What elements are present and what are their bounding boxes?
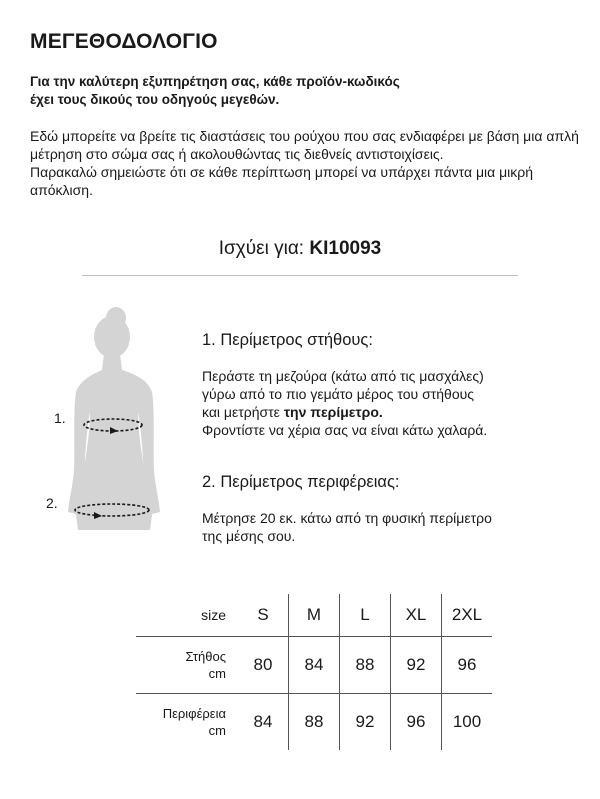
size-header-label: size [136, 594, 238, 637]
row-label-line: Περιφέρεια [162, 706, 226, 721]
applies-label: Ισχύει για: [218, 238, 310, 259]
table-cell: 88 [289, 694, 340, 751]
bust-instruction-line: Φροντίστε να χέρια σας να είναι κάτω χαλαρά. [202, 422, 488, 438]
table-cell: 84 [238, 694, 289, 751]
table-row-hips [136, 694, 492, 751]
table-cell: 92 [340, 694, 391, 751]
size-header-cell: 2XL [442, 594, 493, 637]
size-chart-table [136, 594, 492, 750]
divider [82, 275, 518, 276]
table-cell: 96 [391, 694, 442, 751]
size-header-cell: XL [391, 594, 442, 637]
table-cell: 92 [391, 637, 442, 694]
intro-bold-line: Για την καλύτερη εξυπηρέτηση σας, κάθε προϊόν-κωδικός [30, 74, 400, 89]
intro-bold-line: έχει τους δικούς του οδηγούς μεγεθών. [30, 92, 280, 107]
hips-instruction-line: της μέσης σου. [202, 528, 296, 544]
bust-instruction-line: Περάστε τη μεζούρα (κάτω από τις μασχάλες) [202, 368, 484, 384]
size-header-row [136, 594, 492, 637]
row-label-line: Στήθος [185, 649, 226, 664]
row-label-unit: cm [208, 666, 226, 681]
hips-instruction-line: Μέτρησε 20 εκ. κάτω από τη φυσική περίμετρο [202, 510, 492, 526]
table-row-bust [136, 637, 492, 694]
table-cell: 96 [442, 637, 493, 694]
hips-heading: 2. Περίμετρος περιφέρειας: [202, 473, 400, 491]
table-cell: 88 [340, 637, 391, 694]
table-cell: 84 [289, 637, 340, 694]
intro-bold-text [30, 73, 590, 109]
applies-to [0, 238, 600, 260]
row-label-unit: cm [208, 723, 226, 738]
product-code: KI10093 [309, 238, 382, 259]
table-cell: 100 [452, 712, 482, 731]
bust-heading: 1. Περίμετρος στήθους: [202, 331, 373, 349]
size-header-cell: S [238, 594, 289, 637]
size-header-cell: L [340, 594, 391, 637]
hips-instructions [202, 509, 592, 545]
figure-label-bust: 1. [54, 410, 66, 426]
bust-line-bold: την περίμετρο. [283, 404, 383, 420]
figure-label-hips: 2. [46, 495, 58, 511]
bust-instruction-line: γύρω από το πιο γεμάτο μέρος του στήθους [202, 386, 475, 402]
bust-instruction-line [202, 403, 592, 421]
page-title: ΜΕΓΕΘΟΔΟΛΟΓΙΟ [30, 30, 218, 53]
table-cell: 80 [238, 637, 289, 694]
intro-paragraph-dimensions: Εδώ μπορείτε να βρείτε τις διαστάσεις του ρούχου που σας ενδιαφέρει με βάση μια απλή μέτρηση στο σώμα σας ή ακολουθώντας τις διεθνείς αντιστοιχίσεις. [30, 128, 579, 162]
intro-text [30, 127, 590, 199]
size-header-cell: M [289, 594, 340, 637]
row-label-bust [136, 637, 238, 694]
bust-instructions [202, 367, 592, 439]
bust-line-prefix: και μετρήστε [202, 404, 284, 420]
intro-paragraph-deviation: Παρακαλώ σημειώστε ότι σε κάθε περίπτωση μπορεί να υπάρχει πάντα μια μικρή απόκλιση. [30, 164, 534, 198]
row-label-hips [136, 694, 238, 751]
